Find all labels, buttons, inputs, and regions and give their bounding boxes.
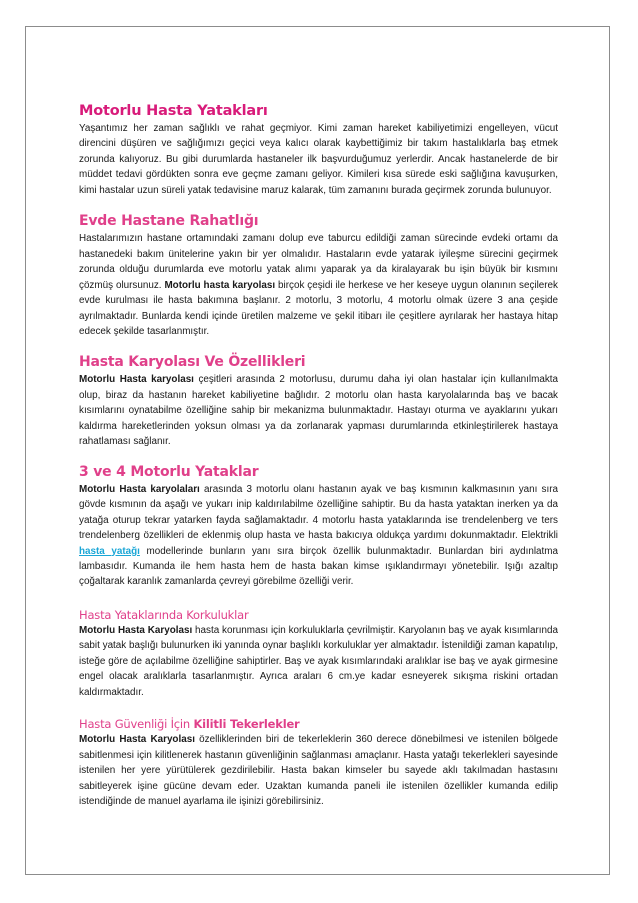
section-heading: Hasta Yataklarında Korkuluklar [79, 607, 249, 622]
section-motorlu-hasta-yataklari [79, 102, 558, 198]
bold-term: Motorlu Hasta Karyolası [79, 624, 193, 636]
paragraph-text: modellerinde bunların yanı sıra birçok özellik bulunmaktadır. Bunlardan biri aydınlatma lambasıdır. Kumanda ile hem hasta hem de hasta bakan kimse ışıklandırmayı yönetebilir. Işığı azaltıp çoğaltarak karanlık zamanlarda çevreyi görebilme özelliği verir. [79, 545, 558, 588]
bold-term: Motorlu hasta karyolası [164, 279, 276, 291]
bold-term: Motorlu Hasta Karyolası [79, 734, 195, 746]
section-paragraph [79, 482, 558, 590]
section-heading: Motorlu Hasta Yatakları [79, 103, 268, 119]
document-body [79, 102, 558, 809]
paragraph-text: birçok çeşidi ile herkese ve her keseye uygun olanının seçilerek evde kurulması ile hasta bakımına başlanır. 2 motorlu, 3 motorlu, 4 motorlu olmak üzere 3 ana çeşide ayrılmaktadır. Bunlarda kendi içinde üretilen malzeme ve şekil itibarı ile çeşitlere ayrılarak her hastaya hitap edecek şekilde tasarlanmıştır. [79, 279, 558, 337]
section-paragraph [79, 372, 558, 449]
section-hasta-karyolasi-ozellikleri [79, 353, 558, 449]
bold-term: Motorlu Hasta karyolaları [79, 483, 200, 495]
section-evde-hastane-rahatligi [79, 212, 558, 339]
section-korkuluklar [79, 607, 558, 700]
section-heading: Hasta Karyolası Ve Özellikleri [79, 354, 306, 371]
heading-bold-text: Kilitli Tekerlekler [193, 717, 300, 732]
section-3-4-motorlu-yataklar [79, 463, 558, 590]
section-heading: Evde Hastane Rahatlığı [79, 213, 259, 230]
paragraph-text: özelliklerinden biri de tekerleklerin 360 derece dönebilmesi ve istenilen bölgede sabitlenmesi için kilitlenerek hastanın güvenliğinin sağlanması amaçlanır. Hasta yatağı tekerlekleri sayesinde istenilen her yere yürütülerek gezdirilebilir. Hasta bakan kimseler bu sayede aklı takılmadan hastasını sabitleyerek işine gücüne devam eder. Uzaktan kumanda paneli ile istenilen özellikler kumanda edilip istendiğinde de manuel ayarlama ile işinizi görebilirsiniz. [79, 734, 559, 807]
section-kilitli-tekerlekler [79, 716, 558, 809]
section-paragraph [79, 732, 558, 809]
section-heading [79, 716, 558, 732]
section-paragraph: Yaşantımız her zaman sağlıklı ve rahat geçmiyor. Kimi zaman hareket kabiliyetimizi engelleyen, vücut direncini düşüren ve sağlığımızı geçici veya kalıcı olarak kaybettiğimiz bir takım hastalıklarla baş etmek zorunda kalıyoruz. Bu gibi durumlarda hastaneler ilk başvurduğumuz yerlerdir. Ancak hastanelerde de bir müddet tedavi gördükten sonra eve geçme zamanı geliyor. Kimileri kısa sürede eski sağlığına kavuşurken, kimi hastalar uzun süreli yatak tedavisine maruz kalarak, tüm zamanını burada geçirmek zorunda bulunuyor. [79, 123, 558, 196]
section-heading: 3 ve 4 Motorlu Yataklar [79, 463, 259, 480]
paragraph-text: hasta korunması için korkuluklarla çevrilmiştir. Karyolanın baş ve ayak kısımlarında sabit yatak başlığı bulunurken iki yanında oynar başlıklı korkuluklar yer almaktadır. İstenildiği zaman kapatılıp, isteğe göre de açılabilme özelliğine sahiptirler. Baş ve ayak kısımlarındaki aralıklar ise baş ve ayak girmesine engel olacak aralıklarla tasarlanmıştır. Ayrıca araları 6 cm.ye kadar esneyerek sıkışma riskini ortadan kaldırmaktadır. [79, 624, 558, 698]
hasta-yatagi-link[interactable]: hasta yatağı [79, 545, 140, 557]
section-paragraph [79, 231, 558, 339]
section-paragraph [79, 623, 558, 700]
paragraph-text: Hastalarımızın hastane ortamındaki zamanı dolup eve taburcu edildiği zaman sürecinde evdeki ortamı da hastanedeki bakım ünitelerine yakın bir yer olmalıdır. Hastaların evde yatarak iyileşme sürecini geçirmek zorunda olduğu durumlarda eve motorlu yatak alımı yaparak ya da kiralayarak bu işin büyük bir kısmını çözmüş olursunuz. [79, 233, 558, 291]
heading-text: Hasta Güvenliği İçin [79, 717, 194, 732]
bold-term: Motorlu Hasta karyolası [79, 374, 194, 386]
paragraph-text: arasında 3 motorlu olanı hastanın ayak ve baş kısmının kalkmasının yanı sıra gövde kısmının da aşağı ve yukarı inip kaldırılabilme özelliğine sahiptir. Bu da hasta yataktan inerken ya da yatağa oturup tekrar yatarken fayda sağlamaktadır. 4 motorlu hasta yataklarında ise trendelenberg ve ters trendelenberg özellikleri de eklenmiş olup hasta ve hasta bakıcıya oldukça yardımı dokunmaktadır. Elektrikli [79, 483, 558, 542]
paragraph-text: çeşitleri arasında 2 motorlusu, durumu daha iyi olan hastalar için kullanılmakta olup, biraz da hastanın hareket kabiliyetine bağlıdır. 2 motorlu olan hasta karyolalarında baş ve bacak kısımlarını oynatabilme özelliğine sahip bir mekanizma bulunmaktadır. Hastayı oturma ve ayaklarını yukarı kaldırma hareketlerinden yoksun olması ya da zorlanarak yapması durumlarında etkinleştirilerek hastaya rahatlaması sağlanır. [79, 374, 559, 448]
